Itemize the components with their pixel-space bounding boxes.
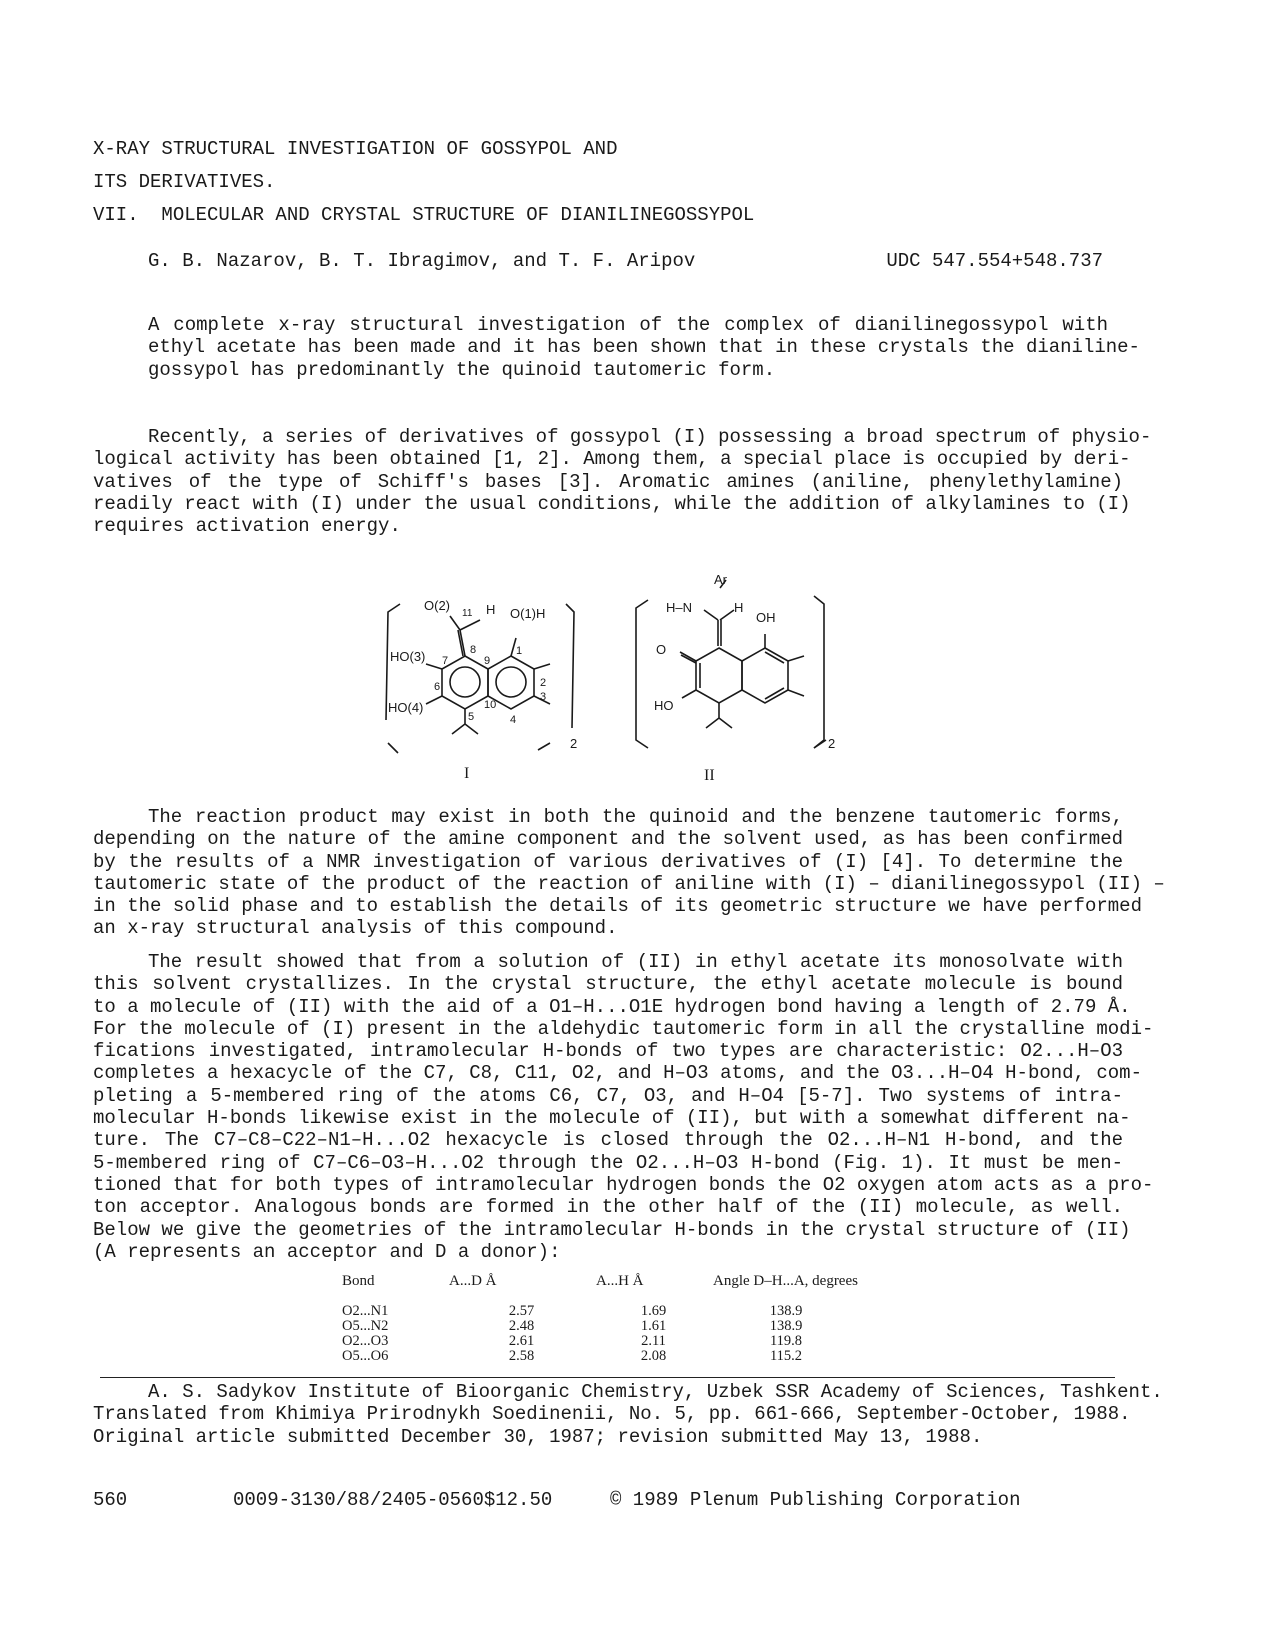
label-c8: 8 bbox=[470, 644, 477, 656]
footnote bbox=[93, 1381, 1163, 1448]
ring-I-left bbox=[442, 655, 491, 709]
cell-ad: 2.48 bbox=[508, 1318, 535, 1334]
table-header-row bbox=[330, 1272, 910, 1304]
caption-II: II bbox=[704, 767, 715, 784]
bracket-tails-I bbox=[388, 743, 550, 753]
label-c6: 6 bbox=[434, 681, 441, 693]
intro-paragraph bbox=[93, 426, 1152, 538]
para2-line: by the results of a NMR investigation of various derivatives of (I) [4]. To determine the bbox=[93, 850, 1123, 873]
cell-bond: O5...N2 bbox=[342, 1318, 389, 1334]
label-o: O bbox=[656, 642, 667, 657]
para3-line: The result showed that from a solution of (II) in ethyl acetate its monosolvate with bbox=[148, 951, 1123, 973]
para3-line: Below we give the geometries of the intramolecular H-bonds in the crystal structure of (II) bbox=[93, 1218, 1131, 1241]
ring-II-right bbox=[742, 648, 788, 703]
para3-line: For the molecule of (I) present in the aldehydic tautomeric form in all the crystalline modi- bbox=[93, 1017, 1154, 1040]
label-ho: HO bbox=[654, 698, 674, 713]
abstract-line: ethyl acetate has been made and it has been shown that in these crystals the dianiline- bbox=[148, 336, 1140, 359]
para3-line: molecular H-bonds likewise exist in the molecule of (II), but with a somewhat different na- bbox=[93, 1107, 1131, 1130]
para3-line: pleting a 5-membered ring of the atoms C6, C7, O3, and H–O4 [5-7]. Two systems of intra- bbox=[93, 1084, 1123, 1107]
paragraph-3 bbox=[93, 951, 1154, 1263]
aromatic-circle bbox=[450, 667, 480, 697]
cell-ah: 2.08 bbox=[640, 1348, 667, 1364]
para3-line: to a molecule of (II) with the aid of a O1–H...O1E hydrogen bond having a length of 2.79 Å. bbox=[93, 995, 1131, 1018]
label-c11: 11 bbox=[462, 608, 473, 619]
footnote-line: Translated from Khimiya Prirodnykh Soedinenii, No. 5, pp. 661-666, September-October, 1988. bbox=[93, 1403, 1131, 1426]
para3-line: fications investigated, intramolecular H-bonds of two types are characteristic: O2...H–O3 bbox=[93, 1040, 1123, 1063]
header-ad: A...D Å bbox=[449, 1273, 497, 1289]
caption-I: I bbox=[464, 765, 470, 782]
cell-ad: 2.61 bbox=[508, 1333, 535, 1349]
cell-angle: 138.9 bbox=[769, 1303, 803, 1319]
bracket-tail-II bbox=[814, 740, 826, 748]
para2-line: tautomeric state of the product of the reaction of aniline with (I) – dianilinegossypol (II) – bbox=[93, 872, 1165, 895]
bracket-left-II bbox=[636, 600, 648, 748]
cell-ah: 1.69 bbox=[640, 1303, 667, 1319]
copyright: © 1989 Plenum Publishing Corporation bbox=[610, 1489, 1021, 1511]
title-line-2: ITS DERIVATIVES. bbox=[93, 171, 276, 193]
abstract-line: A complete x-ray structural investigation of the complex of dianilinegossypol with bbox=[148, 314, 1108, 336]
label-c7: 7 bbox=[442, 655, 449, 667]
intro-line: Recently, a series of derivatives of gossypol (I) possessing a broad spectrum of physio- bbox=[148, 426, 1152, 448]
page-number: 560 bbox=[93, 1489, 128, 1511]
cell-bond: O2...N1 bbox=[342, 1303, 389, 1319]
para3-line: completes a hexacycle of the C7, C8, C11, O2, and H–O3 atoms, and the O3...H–O4 H-bond, com- bbox=[93, 1062, 1142, 1085]
label-ho4: HO(4) bbox=[388, 700, 424, 715]
paragraph-2 bbox=[93, 806, 1165, 940]
table-row bbox=[330, 1334, 910, 1349]
label-c2: 2 bbox=[540, 677, 547, 689]
article-code: 0009-3130/88/2405-0560$12.50 bbox=[233, 1489, 553, 1511]
footnote-line: Original article submitted December 30, 1987; revision submitted May 13, 1988. bbox=[93, 1425, 983, 1448]
intro-line: requires activation energy. bbox=[93, 515, 401, 538]
intro-line: readily react with (I) under the usual conditions, while the addition of alkylamines to (I) bbox=[93, 492, 1131, 515]
para3-line: (A represents an acceptor and D a donor): bbox=[93, 1240, 561, 1263]
label-c4: 4 bbox=[510, 714, 517, 726]
label-c10: 10 bbox=[484, 699, 497, 711]
abstract bbox=[148, 314, 1140, 381]
enamine-bonds bbox=[704, 610, 734, 646]
label-dimer-I: 2 bbox=[570, 736, 578, 751]
intro-line: vatives of the type of Schiff's bases [3]. Aromatic amines (aniline, phenylethylamine) bbox=[93, 470, 1123, 493]
hbond-table-grid bbox=[330, 1272, 910, 1364]
para3-line: tioned that for both types of intramolecular hydrogen bonds the O2 oxygen atom acts as a pro- bbox=[93, 1173, 1154, 1196]
cell-ah: 1.61 bbox=[640, 1318, 667, 1334]
cell-angle: 138.9 bbox=[769, 1318, 803, 1334]
para2-line: depending on the nature of the amine component and the solvent used, as has been confirmed bbox=[93, 828, 1123, 851]
label-ar: Ar bbox=[714, 572, 727, 587]
ring-II-left bbox=[696, 648, 742, 703]
para2-line: an x-ray structural analysis of this compound. bbox=[93, 917, 618, 940]
label-ho3: HO(3) bbox=[390, 649, 426, 664]
table-row bbox=[330, 1349, 910, 1364]
hbond-table bbox=[330, 1272, 910, 1364]
cell-angle: 119.8 bbox=[769, 1333, 803, 1349]
label-c1: 1 bbox=[516, 645, 523, 657]
cell-angle: 115.2 bbox=[769, 1348, 803, 1364]
label-h-II: H bbox=[734, 600, 744, 615]
table-row bbox=[330, 1319, 910, 1334]
cell-bond: O2...O3 bbox=[342, 1333, 389, 1349]
label-oh: OH bbox=[756, 610, 776, 625]
para2-line: The reaction product may exist in both the quinoid and the benzene tautomeric forms, bbox=[148, 806, 1123, 828]
intro-line: logical activity has been obtained [1, 2]. Among them, a special place is occupied by deri- bbox=[93, 448, 1131, 471]
para3-line: 5-membered ring of C7–C6–O3–H...O2 through the O2...H–O3 H-bond (Fig. 1). It must be men- bbox=[93, 1151, 1123, 1174]
title-line-3: VII. MOLECULAR AND CRYSTAL STRUCTURE OF DIANILINEGOSSYPOL bbox=[93, 204, 755, 226]
footnote-divider bbox=[100, 1377, 1115, 1378]
label-hn: H–N bbox=[666, 600, 693, 615]
table-row bbox=[330, 1304, 910, 1319]
label-c5: 5 bbox=[468, 711, 475, 723]
para2-line: in the solid phase and to establish the details of its geometric structure we have performed bbox=[93, 895, 1142, 918]
aromatic-circle bbox=[496, 667, 526, 697]
udc-code: UDC 547.554+548.737 bbox=[886, 250, 1103, 272]
header-ah: A...H Å bbox=[596, 1273, 644, 1289]
footnote-line: A. S. Sadykov Institute of Bioorganic Chemistry, Uzbek SSR Academy of Sciences, Tashkent. bbox=[148, 1381, 1163, 1403]
para3-line: this solvent crystallizes. In the crystal structure, the ethyl acetate molecule is bound bbox=[93, 973, 1123, 996]
abstract-line: gossypol has predominantly the quinoid tautomeric form. bbox=[148, 358, 776, 381]
cell-bond: O5...O6 bbox=[342, 1348, 389, 1364]
label-o1h: O(1)H bbox=[510, 606, 546, 621]
header-bond: Bond bbox=[342, 1273, 375, 1289]
chemical-structures-figure bbox=[370, 568, 850, 790]
cell-ad: 2.58 bbox=[508, 1348, 535, 1364]
label-c9: 9 bbox=[484, 655, 491, 667]
bracket-right-I bbox=[566, 604, 574, 728]
title-line-1: X-RAY STRUCTURAL INVESTIGATION OF GOSSYPOL AND bbox=[93, 138, 618, 160]
cell-ah: 2.11 bbox=[641, 1333, 666, 1349]
para3-line: ton acceptor. Analogous bonds are formed in the other half of the (II) molecule, as well. bbox=[93, 1196, 1123, 1219]
label-dimer-II: 2 bbox=[828, 736, 836, 751]
label-o2: O(2) bbox=[424, 598, 450, 613]
bracket-right-II bbox=[814, 596, 824, 748]
cell-ad: 2.57 bbox=[508, 1303, 535, 1319]
header-angle: Angle D–H...A, degrees bbox=[713, 1273, 858, 1289]
label-h: H bbox=[486, 602, 496, 617]
label-c3: 3 bbox=[540, 691, 547, 703]
para3-line: ture. The C7–C8–C22–N1–H...O2 hexacycle is closed through the O2...H–N1 H-bond, and the bbox=[93, 1129, 1123, 1152]
authors: G. B. Nazarov, B. T. Ibragimov, and T. F. Aripov bbox=[148, 250, 696, 272]
